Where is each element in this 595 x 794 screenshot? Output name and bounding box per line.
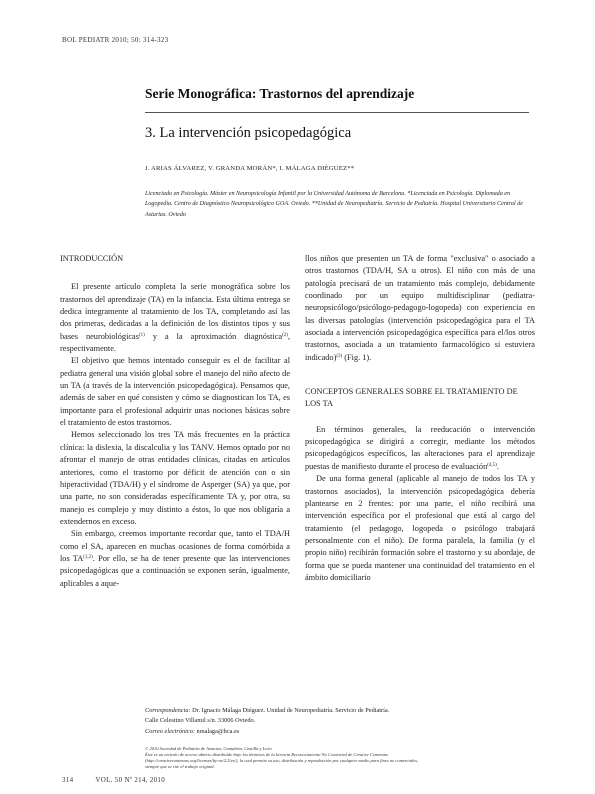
section-heading-concepts: CONCEPTOS GENERALES SOBRE EL TRATAMIENTO DE LOS TA [305,387,518,409]
correspondence-label: Correspondencia: [145,707,191,714]
citation-ref: (3) [336,353,343,359]
paragraph-5-text-b: (Fig. 1). [342,352,372,362]
section-heading-intro: INTRODUCCIÓN [60,254,124,263]
correspondence-block [145,706,525,737]
citation-ref: (4,5) [487,462,497,468]
authors-line: J. ARIAS ÁLVAREZ, V. GRANDA MORÁN*, I. MÁLAGA DIÉGUEZ** [145,165,355,172]
paragraph-4 [60,528,290,590]
volume-info: VOL. 50 Nº 214, 2010 [95,776,166,784]
license-line: Éste es un artículo de acceso abierto distribuido bajo los términos de la licencia Reconocimiento-No Comercial de Creative Commons [145,752,388,758]
license-block [145,746,525,770]
paragraph-6-text-b: . [496,461,499,471]
divider-rule [145,112,529,113]
paragraph-5-text-a: llos niños que presenten un TA de forma "exclusiva" o asociado a otros trastornos (TDA/H, SA u otros). El niño con más de una patología precisará de un tratamiento más complejo, debidamente coordinado por un equipo multidisciplinar (pediatra-neuropsicólogo/psicólogo-pedagogo-logopeda) con experiencia en las diversas patologías (intervención psicopedagógica para el TA asociada a intervención psicopedagógica específica para el/los otros trastornos, asociada a un tratamiento farmacológico si estuviera indicado) [305,254,535,362]
paragraph-4-text-b: . Por ello, se ha de tener presente que las intervenciones psicopedagógicas que a continuación se exponen serán, igualmente, aplicables a aque- [60,553,290,588]
paragraph-3: Hemos seleccionado los tres TA más frecuentes en la práctica clínica: la dislexia, la discalculia y los TANV. Hemos optado por no afrontar el manejo de otras entidades clínicas, citadas en artículos anteriores, como el trastorno por déficit de atención con o sin hiperactividad (TDA/H) y el síndrome de Asperger (SA) ya que, por una parte, no son consideradas específicamente TA y, por otra, su manejo es complejo y muy distinto a éstos, lo que nos obligaría a extendernos en exceso. [60,430,290,526]
left-column [60,253,290,590]
paragraph-1-text-c: , respectivamente. [60,331,291,354]
paragraph-1 [60,281,290,355]
email-link[interactable]: nmalaga@hca.es [194,727,240,735]
paragraph-2: El objetivo que hemos intentado conseguir es el de facilitar al pediatra general una visión global sobre el manejo del niño afecto de un TA (a través de la intervención psicopedagógica). Pensamos que, además de saber en qué consisten y cómo se diagnostican los TA, es importante para el profesional adquirir unas nociones básicas sobre el tratamiento de estos trastornos. [60,356,290,428]
correspondence-address: Calle Celestino Villamil s/n. 33006 Oviedo. [145,717,256,725]
right-column [305,253,535,584]
article-title: 3. La intervención psicopedagógica [145,125,352,141]
page-number: 314 [62,776,74,784]
license-line: siempre que se cite el trabajo original. [145,764,215,770]
license-url-line[interactable]: (http://creativecommons.org/licenses/by-nc/2.5/es/), la cual permite su uso, distribución y reproducción por cualquier medio para fines no comerciales, [145,758,419,764]
paragraph-7: De una forma general (aplicable al manejo de todos los TA y trastornos asociados), la intervención psicopedagógica debería plantearse en 2 frentes: por una parte, el niño recibirá una intervención específica por el profesional que está al cargo del tratamiento (el pedagogo, logopeda o psicólogo trabajará personalmente con el niño). De forma paralela, la familia (y el propio niño) recibirán formación sobre el trastorno y su abordaje, de forma que se pueda mantener una continuidad del tratamiento en el ámbito domiciliario [305,474,535,582]
copyright-line: © 2010 Sociedad de Pediatría de Asturias, Cantabria, Castilla y León [145,746,272,751]
email-label: Correo electrónico: [145,727,195,735]
affiliations: Licenciado en Psicología. Máster en Neuropsicología Infantil por la Universidad Autónoma de Barcelona. *Licenciada en Psicología. Diplomada en Logopedia. Centro de Diagnóstico Neuropsicológico GOA. Oviedo. **Unidad de Neuropediatría. Servicio de Pediatría. Hospital Universitario Central de Asturias. Oviedo [145,191,523,218]
paragraph-6 [305,424,535,473]
paragraph-6-text-a: En términos generales, la reeducación o intervención psicopedagógica se dirigirá a corregir, mediante los métodos psicopedagógicos específicos, las alteraciones para el aprendizaje puestas de manifiesto durante el proceso de evaluación [305,424,535,471]
paragraph-4-text-a: Sin embargo, creemos importante recordar que, tanto el TDA/H como el SA, aparecen en muchas ocasiones de forma comórbida a los TA [60,529,290,563]
series-title: Serie Monográfica: Trastornos del aprendizaje [145,86,415,101]
correspondence-email-line [145,727,525,737]
correspondence-line [145,706,525,716]
citation-ref: (1,2) [83,554,93,560]
page-footer [62,776,165,784]
citation-ref: (2) [282,332,288,338]
journal-reference: BOL PEDIATR 2010; 50: 314-323 [62,36,169,44]
correspondence-name: Dr. Ignacio Málaga Diéguez. Unidad de Neuropediatría. Servicio de Pediatría. [190,707,390,714]
paragraph-1-text-a: El presente artículo completa la serie monográfica sobre los trastornos del aprendizaje (TA) en la infancia. Esta última entrega se dedica íntegramente al tratamiento de los TA, completando así las dos primeras, dedicadas a la definición de los distintos tipos y sus bases neurobiológicas [60,282,290,341]
paragraph-5 [305,253,535,364]
paragraph-1-text-b: y a la aproximación diagnóstica [144,331,283,341]
citation-ref: (1) [138,332,145,338]
